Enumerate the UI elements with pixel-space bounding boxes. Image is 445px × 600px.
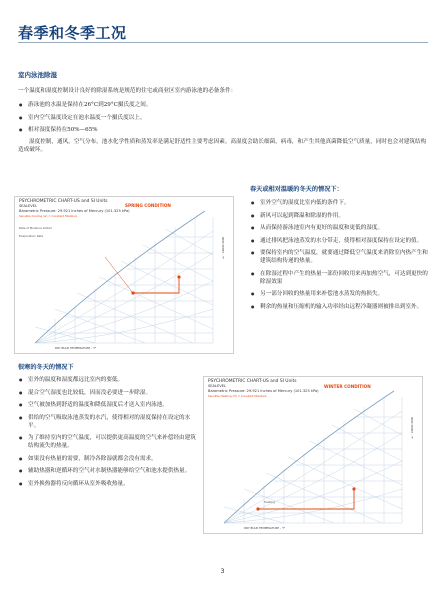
list-item: ● 为了维持室内的空气温度，可以提供更高温度的空气来补偿经由建筑结构流失的热量。 — [18, 434, 200, 450]
spring-chart-graphic — [15, 197, 233, 353]
winter-psychrometric-chart — [203, 376, 423, 534]
list-item: ● 辅助热器和逆循环的空气对水制热器能够给空气和池水提供热量。 — [18, 467, 200, 475]
list-item: ● 室外空气的湿度比室内低的条件下。 — [250, 199, 430, 207]
winter-dew-point-label: DEW POINT - °F — [410, 417, 414, 439]
list-item: ● 另一部分回收的热量用来补偿池水蒸发的热损失。 — [250, 290, 430, 298]
list-item: ● 通过排风把泳池蒸发的水分带走，使得相对湿度保持在设定的值。 — [250, 237, 430, 245]
page-title: 春季和冬季工况 — [18, 24, 127, 42]
list-item: ● 要保持室内的空气温度，就要通过降低空气温度来消除室内热产生和建筑结构传递的热量。 — [250, 249, 430, 265]
list-item: ● 在除湿过程中产生的热量一部份回收用来再加热空气，可达到更快的除湿效果 — [250, 270, 430, 286]
spring-note-evaporation: Evaporation Rate — [19, 234, 44, 238]
list-item: ● 剩余的热量和压缩机的输入功率经由远程冷凝器则被排出到室外。 — [250, 303, 430, 311]
list-item: ● 空气被加热到舒适的温度和降低湿度后才送入室内泳池。 — [18, 401, 200, 409]
spring-chart-title: PSYCHROMETRIC CHART-US and SI Units SEALEVEL Barometric Pressure: 29.921 inches of Mercury (101.325 kPa) — [19, 199, 130, 213]
intro-paragraph: 湿度控制，通风，空气分布，池水化学性质和蒸发率是满足舒适性主要考虑因素。高湿度会助长细菌，病毒，和产生其他真菌降低空气质量，同时也会对建筑结构造成破坏。 — [18, 139, 427, 154]
spring-note-moisture: Rate of Moisture Added — [19, 226, 52, 230]
intro-lead: 一个温度和湿度控制设计良好的除湿系统是规范的住宅或商业区室内游泳池的必备条件： — [18, 88, 237, 94]
spring-note-sensible: Sensible Cooling (w) = Constant Moisture — [19, 214, 78, 218]
spring-section-title: 春天或相对温暖的冬天的情况下： — [250, 186, 343, 193]
list-item: ● 相对湿度保持在50%—65% — [18, 126, 428, 134]
list-item: ● 室内空气温度设定在池水温度一个摄氏度以上。 — [18, 114, 428, 122]
spring-psychrometric-chart — [14, 196, 234, 354]
list-item: ● 游泳池的水温是保持在26°C到29°C摄氏度之间。 — [18, 101, 428, 109]
list-item: ● 室外换热器将反向循环从室外吸收热量。 — [18, 480, 200, 488]
winter-chart-graphic — [204, 377, 422, 533]
winter-bullet-list — [18, 376, 200, 492]
intro-bullet-list — [18, 101, 428, 139]
winter-condition-label: WINTER CONDITION — [324, 384, 371, 389]
list-item: ● 室外的温度和湿度都远比室内的要低。 — [18, 376, 200, 384]
list-item: ● 新风可以起到降温和除湿的作用。 — [250, 212, 430, 220]
winter-chart-title: PSYCHROMETRIC CHART-US and SI Units SEALEVEL Barometric Pressure: 29.921 inches of Mercury (101.325 kPa) — [208, 379, 319, 393]
spring-bullet-list — [250, 199, 430, 315]
winter-x-axis-label: DRY BULB TEMPERATURE - °F — [244, 526, 285, 530]
list-item: ● 供给的空气吸取泳池蒸发的水汽，使得相对的湿度保持在设定的水平。 — [18, 414, 200, 430]
spring-dew-point-label: DEW POINT - °F — [221, 237, 225, 259]
spring-x-axis-label: DRY BULB TEMPERATURE - °F — [55, 346, 96, 350]
section-title-pool-dehumidification: 室内泳池除湿 — [18, 71, 57, 79]
list-item: ● 从而保持游泳池室内有更好的温度和更低的湿度。 — [250, 224, 430, 232]
page-number: 3 — [220, 568, 225, 575]
list-item: ● 混合空气湿度也比较低，因而没必要进一步除湿。 — [18, 389, 200, 397]
list-item: ● 如果没有热量的需要，制冷各除湿就都会没有需求。 — [18, 455, 200, 463]
winter-note-sensible: Sensible Heating (H) = Constant Moisture — [208, 394, 267, 398]
spring-condition-label: SPRING CONDITION — [125, 203, 171, 208]
winter-note-heating: Heating — [264, 500, 275, 504]
title-divider — [18, 42, 428, 43]
winter-section-title: 很寒的冬天的情况下 — [18, 364, 74, 371]
